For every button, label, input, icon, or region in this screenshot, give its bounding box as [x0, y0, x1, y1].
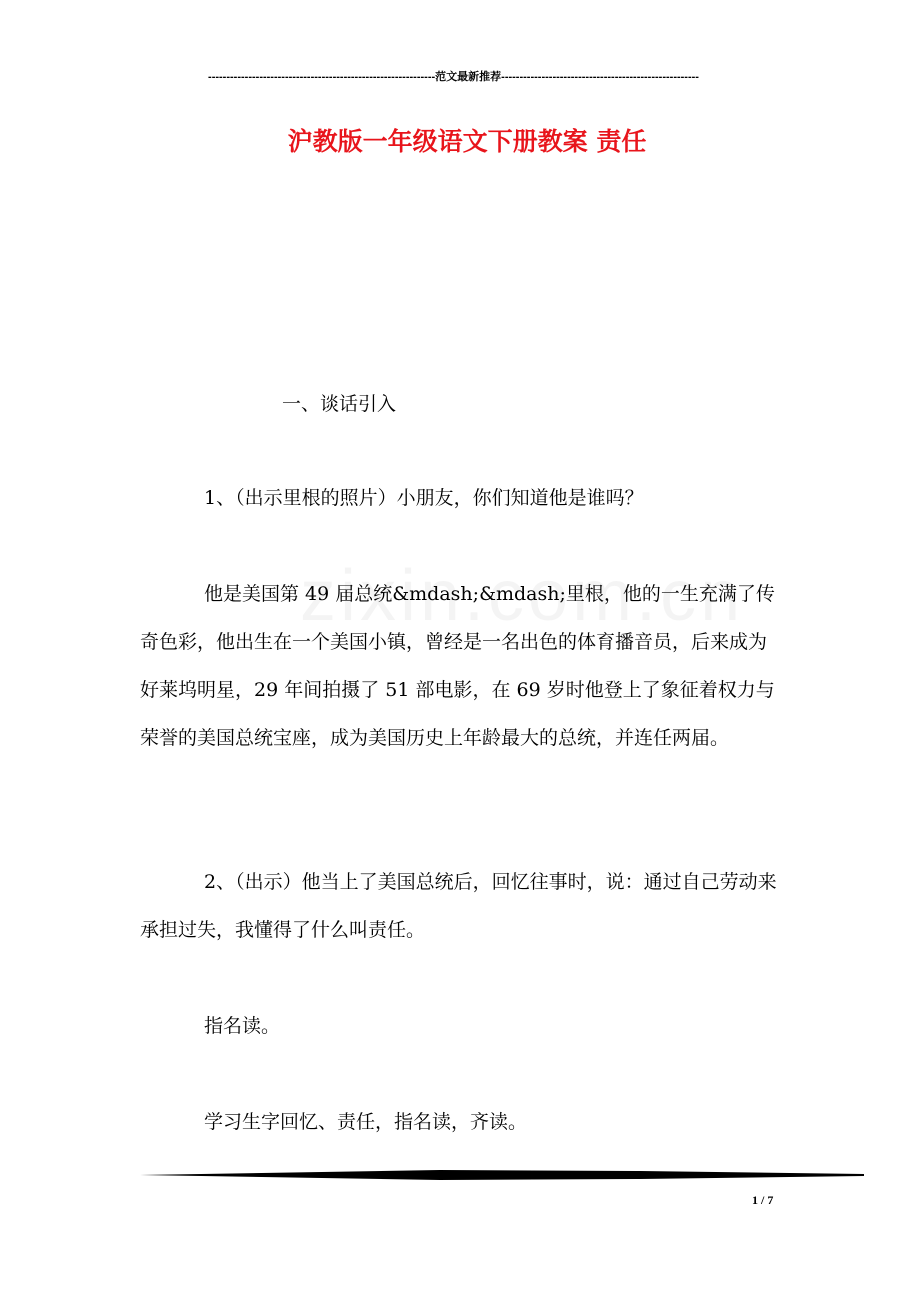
- paragraph-question: 1、（出示里根的照片）小朋友，你们知道他是谁吗？: [204, 487, 644, 509]
- header-label: 范文最新推荐: [435, 71, 502, 83]
- document-title: 沪教版一年级语文下册教案 责任: [287, 127, 647, 156]
- footer-divider: [140, 1168, 864, 1182]
- page-number: 1 / 7: [752, 1193, 774, 1207]
- header-left-dashes: --------------------------------------------------------------: [208, 71, 436, 83]
- paragraph-reagan-bio: 他是美国第 49 届总统&mdash;&mdash;里根，他的一生充满了传奇色彩，他出生在一个美国小镇，曾经是一名出色的体育播音员，后来成为好莱坞明星，29 年间拍摄了 51 部电影，在 69 岁时他登上了象征着权力与荣誉的美国总统宝座，成为美国历史上年龄最大的总统，并连任两届。: [140, 583, 775, 749]
- page-header: [140, 68, 767, 84]
- paragraph-quote: 2、（出示）他当上了美国总统后，回忆往事时，说：通过自己劳动来承担过失，我懂得了什么叫责任。: [140, 871, 777, 941]
- paragraph-read-aloud: 指名读。: [204, 1015, 281, 1037]
- section-heading: 一、谈话引入: [282, 393, 397, 415]
- header-right-dashes: ------------------------------------------------------: [501, 71, 699, 83]
- paragraph-learn-characters: 学习生字回忆、责任，指名读，齐读。: [204, 1111, 528, 1133]
